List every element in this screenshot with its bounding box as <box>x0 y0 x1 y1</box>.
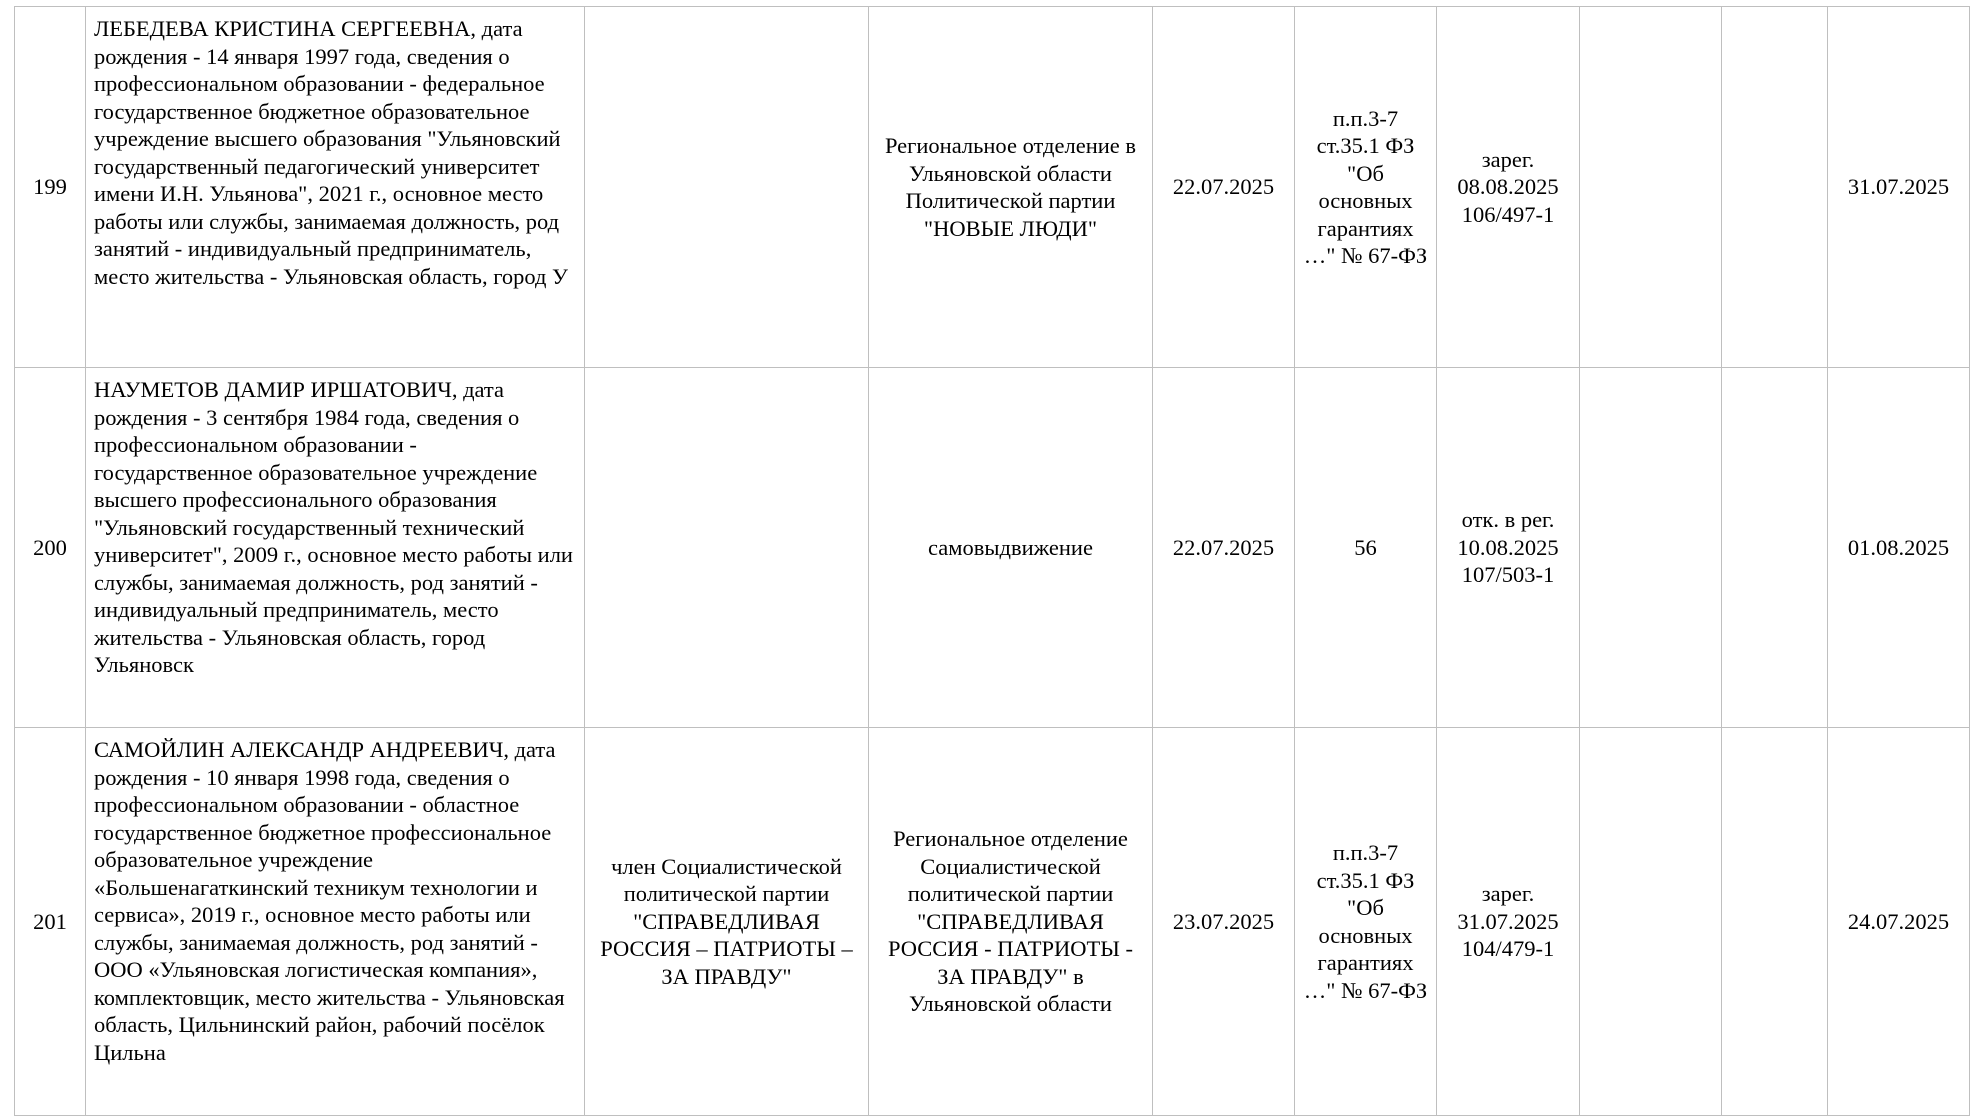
last-date-cell: 01.08.2025 <box>1828 368 1970 728</box>
empty-cell <box>1580 7 1722 368</box>
empty-cell <box>1722 728 1828 1116</box>
empty-cell <box>1580 728 1722 1116</box>
candidate-info-text: САМОЙЛИН АЛЕКСАНДР АНДРЕЕВИЧ, дата рождения - 10 января 1998 года, сведения о профессиональном образовании - областное государственное бюджетное профессиональное образовательное учреждение «Большенагаткинский техникум технологии и сервиса», 2019 г., основное место работы или службы, занимаемая должность, род занятий - ООО «Ульяновская логистическая компания», комплектовщик, место жительства - Ульяновская область, Цильнинский район, рабочий посёлок Цильна <box>94 737 565 1065</box>
empty-cell <box>1722 368 1828 728</box>
row-number: 199 <box>15 7 86 368</box>
nominated-by-cell: самовыдвижение <box>869 368 1153 728</box>
row-number: 200 <box>15 368 86 728</box>
party-membership-cell <box>585 368 869 728</box>
submission-date-cell: 23.07.2025 <box>1153 728 1295 1116</box>
table-row <box>15 7 1970 368</box>
candidate-info-cell <box>86 368 585 728</box>
candidate-info-cell <box>86 728 585 1116</box>
last-date-cell: 31.07.2025 <box>1828 7 1970 368</box>
row-number: 201 <box>15 728 86 1116</box>
signatures-cell: п.п.3-7 ст.35.1 ФЗ "Об основных гарантиях …" № 67-ФЗ <box>1295 728 1437 1116</box>
nominated-by-cell: Региональное отделение Социалистической политической партии "СПРАВЕДЛИВАЯ РОССИЯ - ПАТРИОТЫ - ЗА ПРАВДУ" в Ульяновской области <box>869 728 1153 1116</box>
nominated-by-cell: Региональное отделение в Ульяновской области Политической партии "НОВЫЕ ЛЮДИ" <box>869 7 1153 368</box>
last-date-cell: 24.07.2025 <box>1828 728 1970 1116</box>
empty-cell <box>1580 368 1722 728</box>
party-membership-cell <box>585 7 869 368</box>
candidate-info-text: ЛЕБЕДЕВА КРИСТИНА СЕРГЕЕВНА, дата рождения - 14 января 1997 года, сведения о профессиональном образовании - федеральное государственное бюджетное образовательное учреждение высшего образования "Ульяновский государственный педагогический университет имени И.Н. Ульянова", 2021 г., основное место работы или службы, занимаемая должность, род занятий - индивидуальный предприниматель, место жительства - Ульяновская область, город У <box>94 16 568 289</box>
submission-date-cell: 22.07.2025 <box>1153 7 1295 368</box>
candidate-info-cell <box>86 7 585 368</box>
party-membership-cell: член Социалистической политической партии "СПРАВЕДЛИВАЯ РОССИЯ – ПАТРИОТЫ – ЗА ПРАВДУ" <box>585 728 869 1116</box>
candidate-info-text: НАУМЕТОВ ДАМИР ИРШАТОВИЧ, дата рождения - 3 сентября 1984 года, сведения о профессиональном образовании - государственное образовательное учреждение высшего профессионального образования "Ульяновский государственный технический университет", 2009 г., основное место работы или службы, занимаемая должность, род занятий - индивидуальный предприниматель, место жительства - Ульяновская область, город Ульяновск <box>94 377 573 677</box>
empty-cell <box>1722 7 1828 368</box>
decision-cell: зарег. 31.07.2025 104/479-1 <box>1437 728 1580 1116</box>
decision-cell: отк. в рег. 10.08.2025 107/503-1 <box>1437 368 1580 728</box>
table-row <box>15 368 1970 728</box>
table-row <box>15 728 1970 1116</box>
signatures-cell: п.п.3-7 ст.35.1 ФЗ "Об основных гарантиях …" № 67-ФЗ <box>1295 7 1437 368</box>
signatures-cell: 56 <box>1295 368 1437 728</box>
submission-date-cell: 22.07.2025 <box>1153 368 1295 728</box>
candidates-table <box>14 6 1970 1116</box>
decision-cell: зарег. 08.08.2025 106/497-1 <box>1437 7 1580 368</box>
